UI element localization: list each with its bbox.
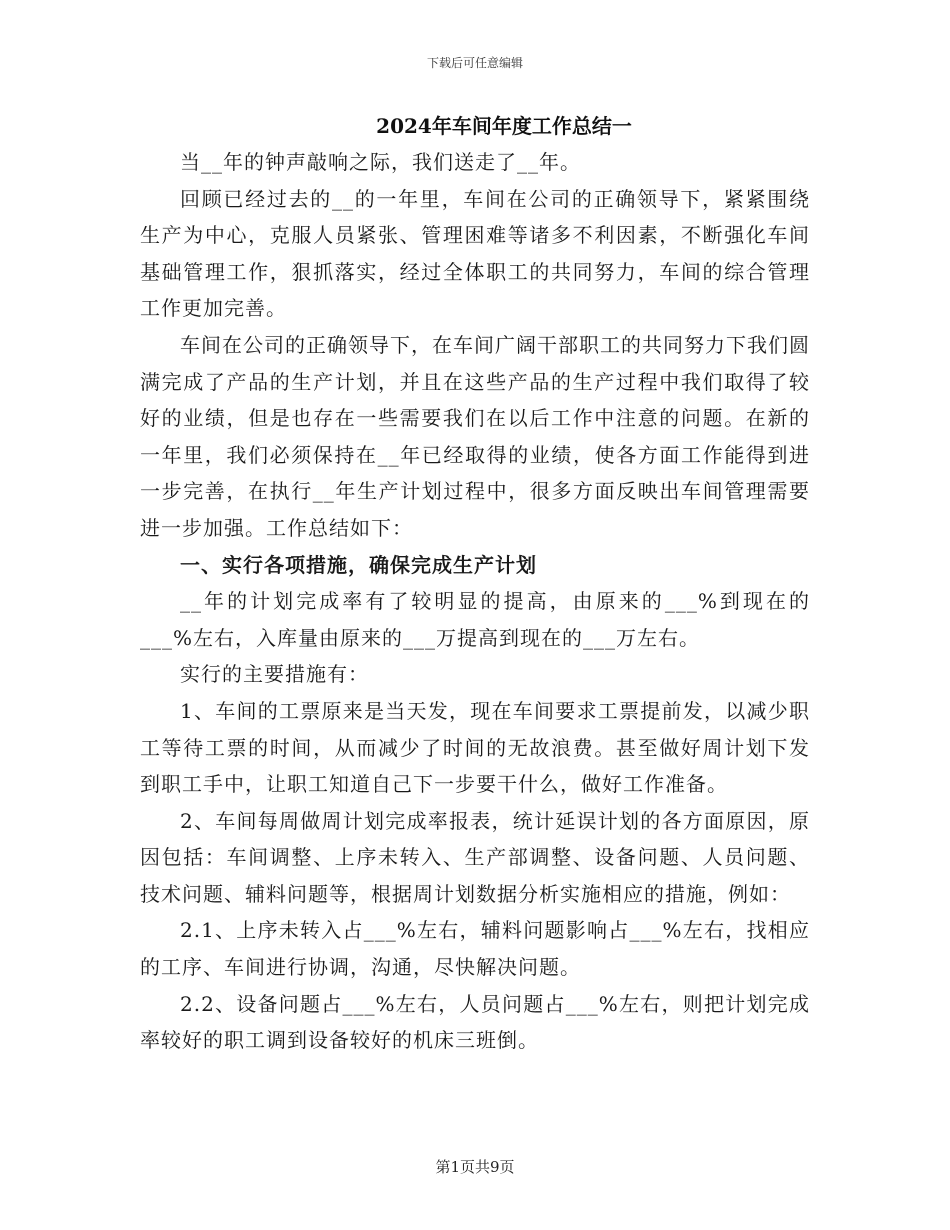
page-number: 第1页共9页 (435, 1158, 515, 1176)
paragraph-5: 实行的主要措施有： (180, 662, 369, 687)
paragraph-6: 1、车间的工票原来是当天发，现在车间要求工票提前发，以减少职工等待工票的时间，从而减少了时间的无故浪费。甚至做好周计划下发到职工手中，让职工知道自己下一步要干什么，做好工作准备。 (140, 698, 810, 797)
paragraph-8: 2.1、上序未转入占___%左右，辅料问题影响占___%左右，找相应的工序、车间进行协调，沟通，尽快解决问题。 (140, 918, 810, 980)
header-note: 下载后可任意编辑 (426, 56, 523, 70)
section-heading-1: 一、实行各项措施，确保完成生产计划 (180, 552, 537, 577)
paragraph-2: 回顾已经过去的__的一年里，车间在公司的正确领导下，紧紧围绕生产为中心，克服人员紧张、管理困难等诸多不利因素，不断强化车间基础管理工作，狠抓落实，经过全体职工的共同努力，车间的综合管理工作更加完善。 (140, 186, 810, 321)
paragraph-9: 2.2、设备问题占___%左右，人员问题占___%左右，则把计划完成率较好的职工调到设备较好的机床三班倒。 (140, 991, 810, 1053)
paragraph-1: 当__年的钟声敲响之际，我们送走了__年。 (180, 150, 581, 174)
paragraph-7: 2、车间每周做周计划完成率报表，统计延误计划的各方面原因，原因包括：车间调整、上序未转入、生产部调整、设备问题、人员问题、技术问题、辅料问题等，根据周计划数据分析实施相应的措施，例如： (140, 808, 810, 906)
paragraph-3: 车间在公司的正确领导下，在车间广阔干部职工的共同努力下我们圆满完成了产品的生产计划，并且在这些产品的生产过程中我们取得了较好的业绩，但是也存在一些需要我们在以后工作中注意的问题。在新的一年里，我们必须保持在__年已经取得的业绩，使各方面工作能得到进一步完善，在执行__年生产计划过程中，很多方面反映出车间管理需要进一步加强。工作总结如下： (140, 332, 810, 540)
document-body (140, 108, 810, 1059)
paragraph-4: __年的计划完成率有了较明显的提高，由原来的___%到现在的___%左右，入库量由原来的___万提高到现在的___万左右。 (140, 589, 810, 650)
document-title: 2024年车间年度工作总结一 (376, 114, 632, 138)
